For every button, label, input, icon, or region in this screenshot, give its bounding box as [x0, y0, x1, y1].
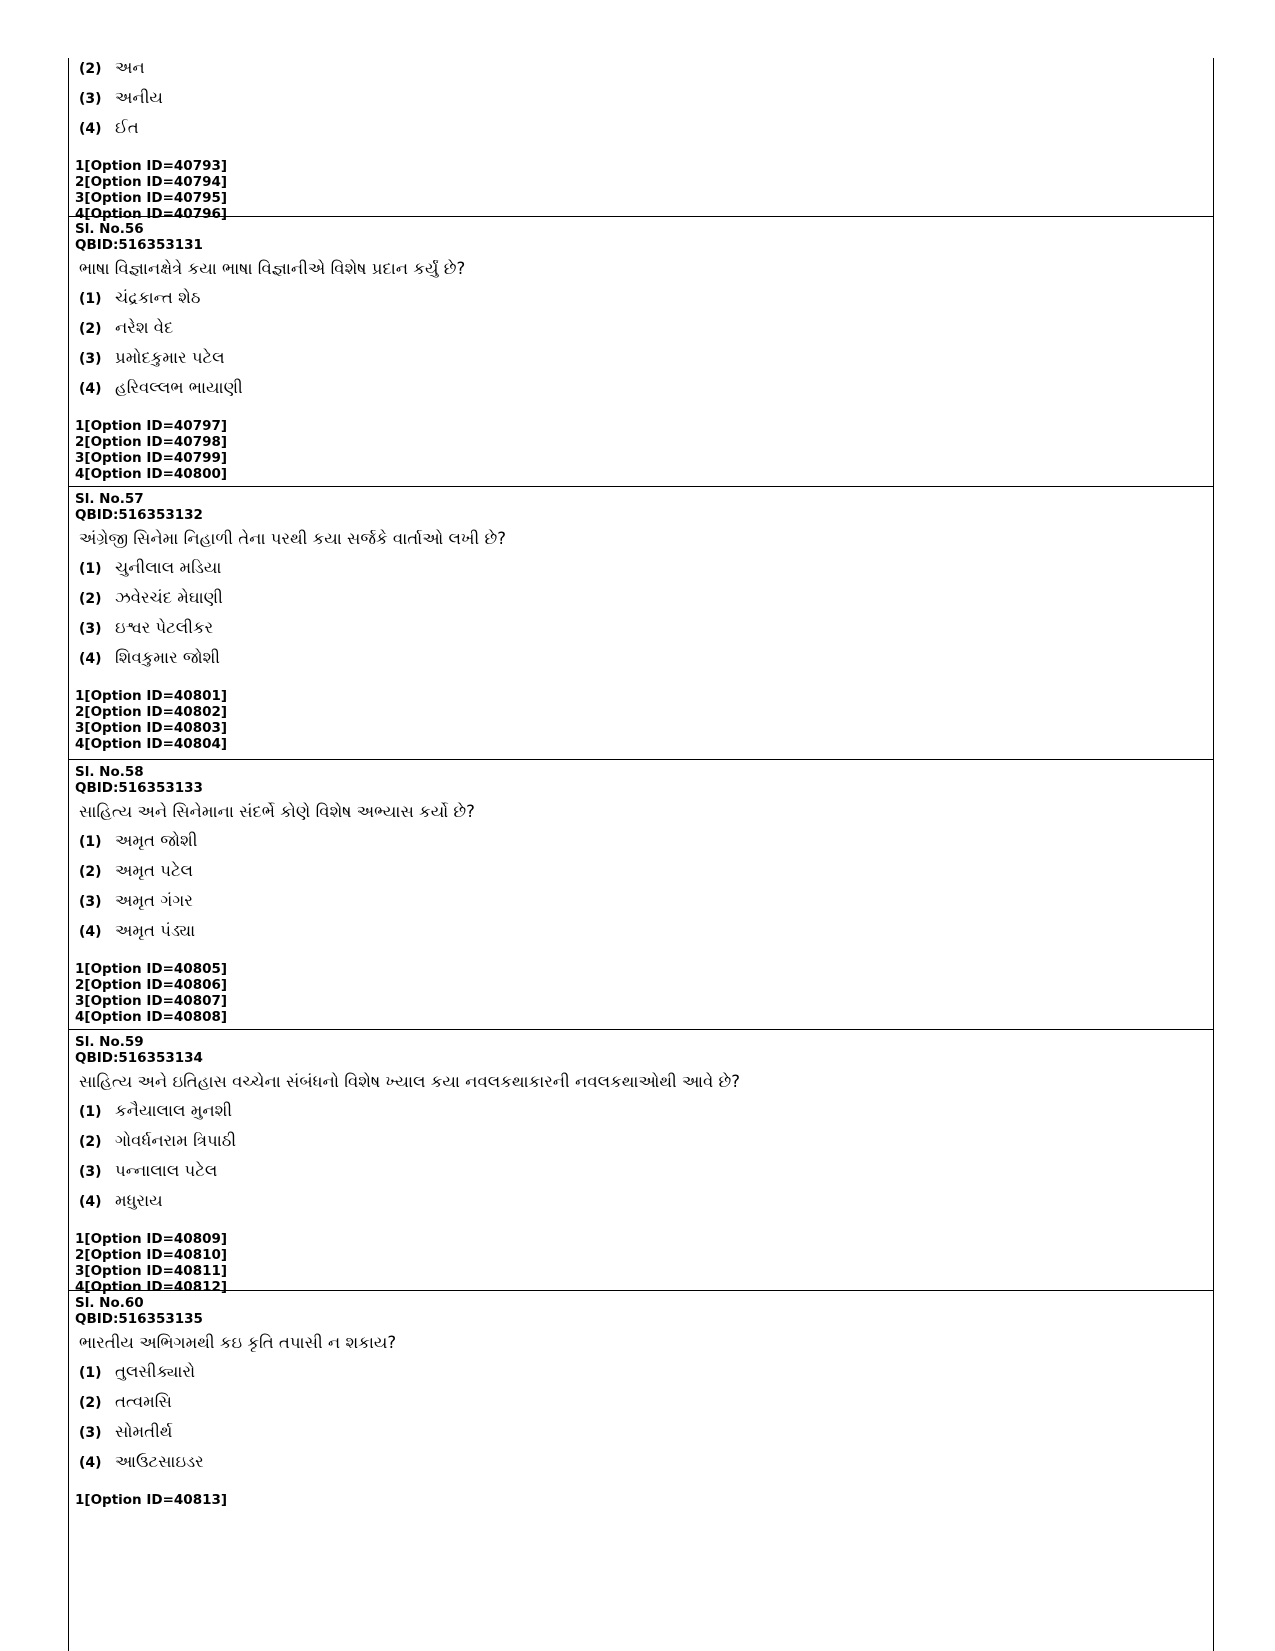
question-paper-frame	[68, 58, 1214, 1651]
option-text: અમૃત ગંગર	[115, 891, 193, 910]
option-row	[79, 1101, 1213, 1131]
option-text: અમૃત જોશી	[115, 831, 198, 850]
option-id: 3[Option ID=40803]	[75, 720, 228, 736]
option-id: 2[Option ID=40806]	[75, 977, 228, 993]
option-row	[79, 861, 1213, 891]
option-text: ઇશ્વર પેટલીકર	[115, 618, 214, 637]
option-text: હરિવલ્લભ ભાયાણી	[115, 378, 243, 397]
option-text: તુલસીક્યારો	[115, 1362, 196, 1381]
option-row	[79, 648, 1213, 678]
option-id-list	[75, 688, 1213, 752]
option-id: 3[Option ID=40811]	[75, 1263, 228, 1279]
option-row	[79, 1422, 1213, 1452]
option-row	[79, 618, 1213, 648]
option-number: (4)	[79, 924, 102, 940]
option-id-list	[75, 418, 1213, 482]
option-number: (1)	[79, 561, 102, 577]
question-text: સાહિત્ય અને ઇતિહાસ વચ્ચેના સંબંધનો વિશેષ ખ્યાલ કયા નવલકથાકારની નવલકથાઓથી આવે છે?	[79, 1072, 741, 1091]
option-number: (3)	[79, 894, 102, 910]
option-text: કનૈયાલાલ મુનશી	[115, 1101, 233, 1120]
option-row	[79, 1362, 1213, 1392]
option-id: 1[Option ID=40793]	[75, 158, 228, 174]
option-text: સોમતીર્થ	[115, 1422, 173, 1441]
option-text: આઉટસાઇડર	[115, 1452, 204, 1471]
option-id: 1[Option ID=40801]	[75, 688, 228, 704]
qbid: QBID:516353135	[75, 1311, 203, 1327]
option-number: (4)	[79, 1455, 102, 1471]
option-text: ઈત	[115, 118, 139, 137]
option-id-list	[75, 961, 1213, 1025]
option-id: 1[Option ID=40797]	[75, 418, 228, 434]
option-row	[79, 88, 1213, 118]
serial-number: Sl. No.58	[75, 764, 144, 780]
qbid: QBID:516353134	[75, 1050, 203, 1066]
option-number: (4)	[79, 651, 102, 667]
option-text: ચંદ્રકાન્ત શેઠ	[115, 288, 201, 307]
option-id-list	[75, 158, 1213, 222]
option-row	[79, 831, 1213, 861]
question-block-55-continued	[69, 58, 1213, 222]
option-number: (2)	[79, 321, 102, 337]
option-id-list	[75, 1492, 1213, 1508]
option-id: 4[Option ID=40808]	[75, 1009, 228, 1025]
option-number: (4)	[79, 381, 102, 397]
option-text: અમૃત પંડ્યા	[115, 921, 196, 940]
option-text: અમૃત પટેલ	[115, 861, 194, 880]
question-text: ભારતીય અભિગમથી કઇ કૃતિ તપાસી ન શકાય?	[79, 1333, 397, 1352]
qbid: QBID:516353131	[75, 237, 203, 253]
option-id: 3[Option ID=40807]	[75, 993, 228, 1009]
question-block-56	[69, 216, 1213, 482]
option-row	[79, 378, 1213, 408]
question-block-57	[69, 486, 1213, 752]
option-text: અનીય	[115, 88, 163, 107]
option-number: (1)	[79, 834, 102, 850]
option-number: (3)	[79, 621, 102, 637]
option-text: મધુરાય	[115, 1191, 163, 1210]
question-block-60	[69, 1290, 1213, 1508]
question-text: અંગ્રેજી સિનેમા નિહાળી તેના પરથી કયા સર્જકે વાર્તાઓ લખી છે?	[79, 529, 506, 548]
serial-number: Sl. No.56	[75, 221, 144, 237]
option-number: (2)	[79, 1395, 102, 1411]
option-id-list	[75, 1231, 1213, 1295]
option-text: નરેશ વેદ	[115, 318, 174, 337]
option-text: તત્વમસિ	[115, 1392, 172, 1411]
serial-number: Sl. No.59	[75, 1034, 144, 1050]
question-block-58	[69, 759, 1213, 1025]
option-row	[79, 588, 1213, 618]
question-text: ભાષા વિજ્ઞાનક્ષેત્રે કયા ભાષા વિજ્ઞાનીએ વિશેષ પ્રદાન કર્યું છે?	[79, 259, 466, 278]
option-number: (2)	[79, 61, 102, 77]
option-number: (4)	[79, 121, 102, 137]
option-id: 4[Option ID=40800]	[75, 466, 228, 482]
option-number: (2)	[79, 864, 102, 880]
option-id: 4[Option ID=40812]	[75, 1279, 228, 1295]
option-row	[79, 921, 1213, 951]
option-id: 1[Option ID=40805]	[75, 961, 228, 977]
option-text: પ્રમોદકુમાર પટેલ	[115, 348, 225, 367]
option-id: 2[Option ID=40810]	[75, 1247, 228, 1263]
option-number: (3)	[79, 351, 102, 367]
qbid: QBID:516353132	[75, 507, 203, 523]
option-id: 3[Option ID=40795]	[75, 190, 228, 206]
option-id: 3[Option ID=40799]	[75, 450, 228, 466]
option-number: (4)	[79, 1194, 102, 1210]
option-id: 4[Option ID=40796]	[75, 206, 228, 222]
option-id: 2[Option ID=40798]	[75, 434, 228, 450]
option-number: (1)	[79, 1104, 102, 1120]
option-row	[79, 1452, 1213, 1482]
option-text: ચુનીલાલ મડિયા	[115, 558, 222, 577]
option-id: 1[Option ID=40809]	[75, 1231, 228, 1247]
option-text: અન	[115, 58, 145, 77]
option-id: 4[Option ID=40804]	[75, 736, 228, 752]
option-number: (3)	[79, 1164, 102, 1180]
question-text: સાહિત્ય અને સિનેમાના સંદર્ભે કોણે વિશેષ અભ્યાસ કર્યો છે?	[79, 802, 475, 821]
option-id: 1[Option ID=40813]	[75, 1492, 228, 1508]
option-row	[79, 318, 1213, 348]
option-row	[79, 1161, 1213, 1191]
option-number: (3)	[79, 91, 102, 107]
option-row	[79, 118, 1213, 148]
option-text: પન્નાલાલ પટેલ	[115, 1161, 218, 1180]
option-row	[79, 891, 1213, 921]
option-number: (1)	[79, 291, 102, 307]
serial-number: Sl. No.57	[75, 491, 144, 507]
option-row	[79, 1191, 1213, 1221]
option-id: 2[Option ID=40802]	[75, 704, 228, 720]
option-text: ગોવર્ધનરામ ત્રિપાઠી	[115, 1131, 237, 1150]
option-text: શિવકુમાર જોશી	[115, 648, 221, 667]
option-row	[79, 1131, 1213, 1161]
option-row	[79, 1392, 1213, 1422]
option-number: (3)	[79, 1425, 102, 1441]
option-number: (2)	[79, 1134, 102, 1150]
serial-number: Sl. No.60	[75, 1295, 144, 1311]
option-row	[79, 558, 1213, 588]
option-row	[79, 348, 1213, 378]
option-number: (1)	[79, 1365, 102, 1381]
option-id: 2[Option ID=40794]	[75, 174, 228, 190]
option-row	[79, 288, 1213, 318]
option-row	[79, 58, 1213, 88]
question-block-59	[69, 1029, 1213, 1295]
option-text: ઝવેરચંદ મેઘાણી	[115, 588, 223, 607]
option-number: (2)	[79, 591, 102, 607]
qbid: QBID:516353133	[75, 780, 203, 796]
